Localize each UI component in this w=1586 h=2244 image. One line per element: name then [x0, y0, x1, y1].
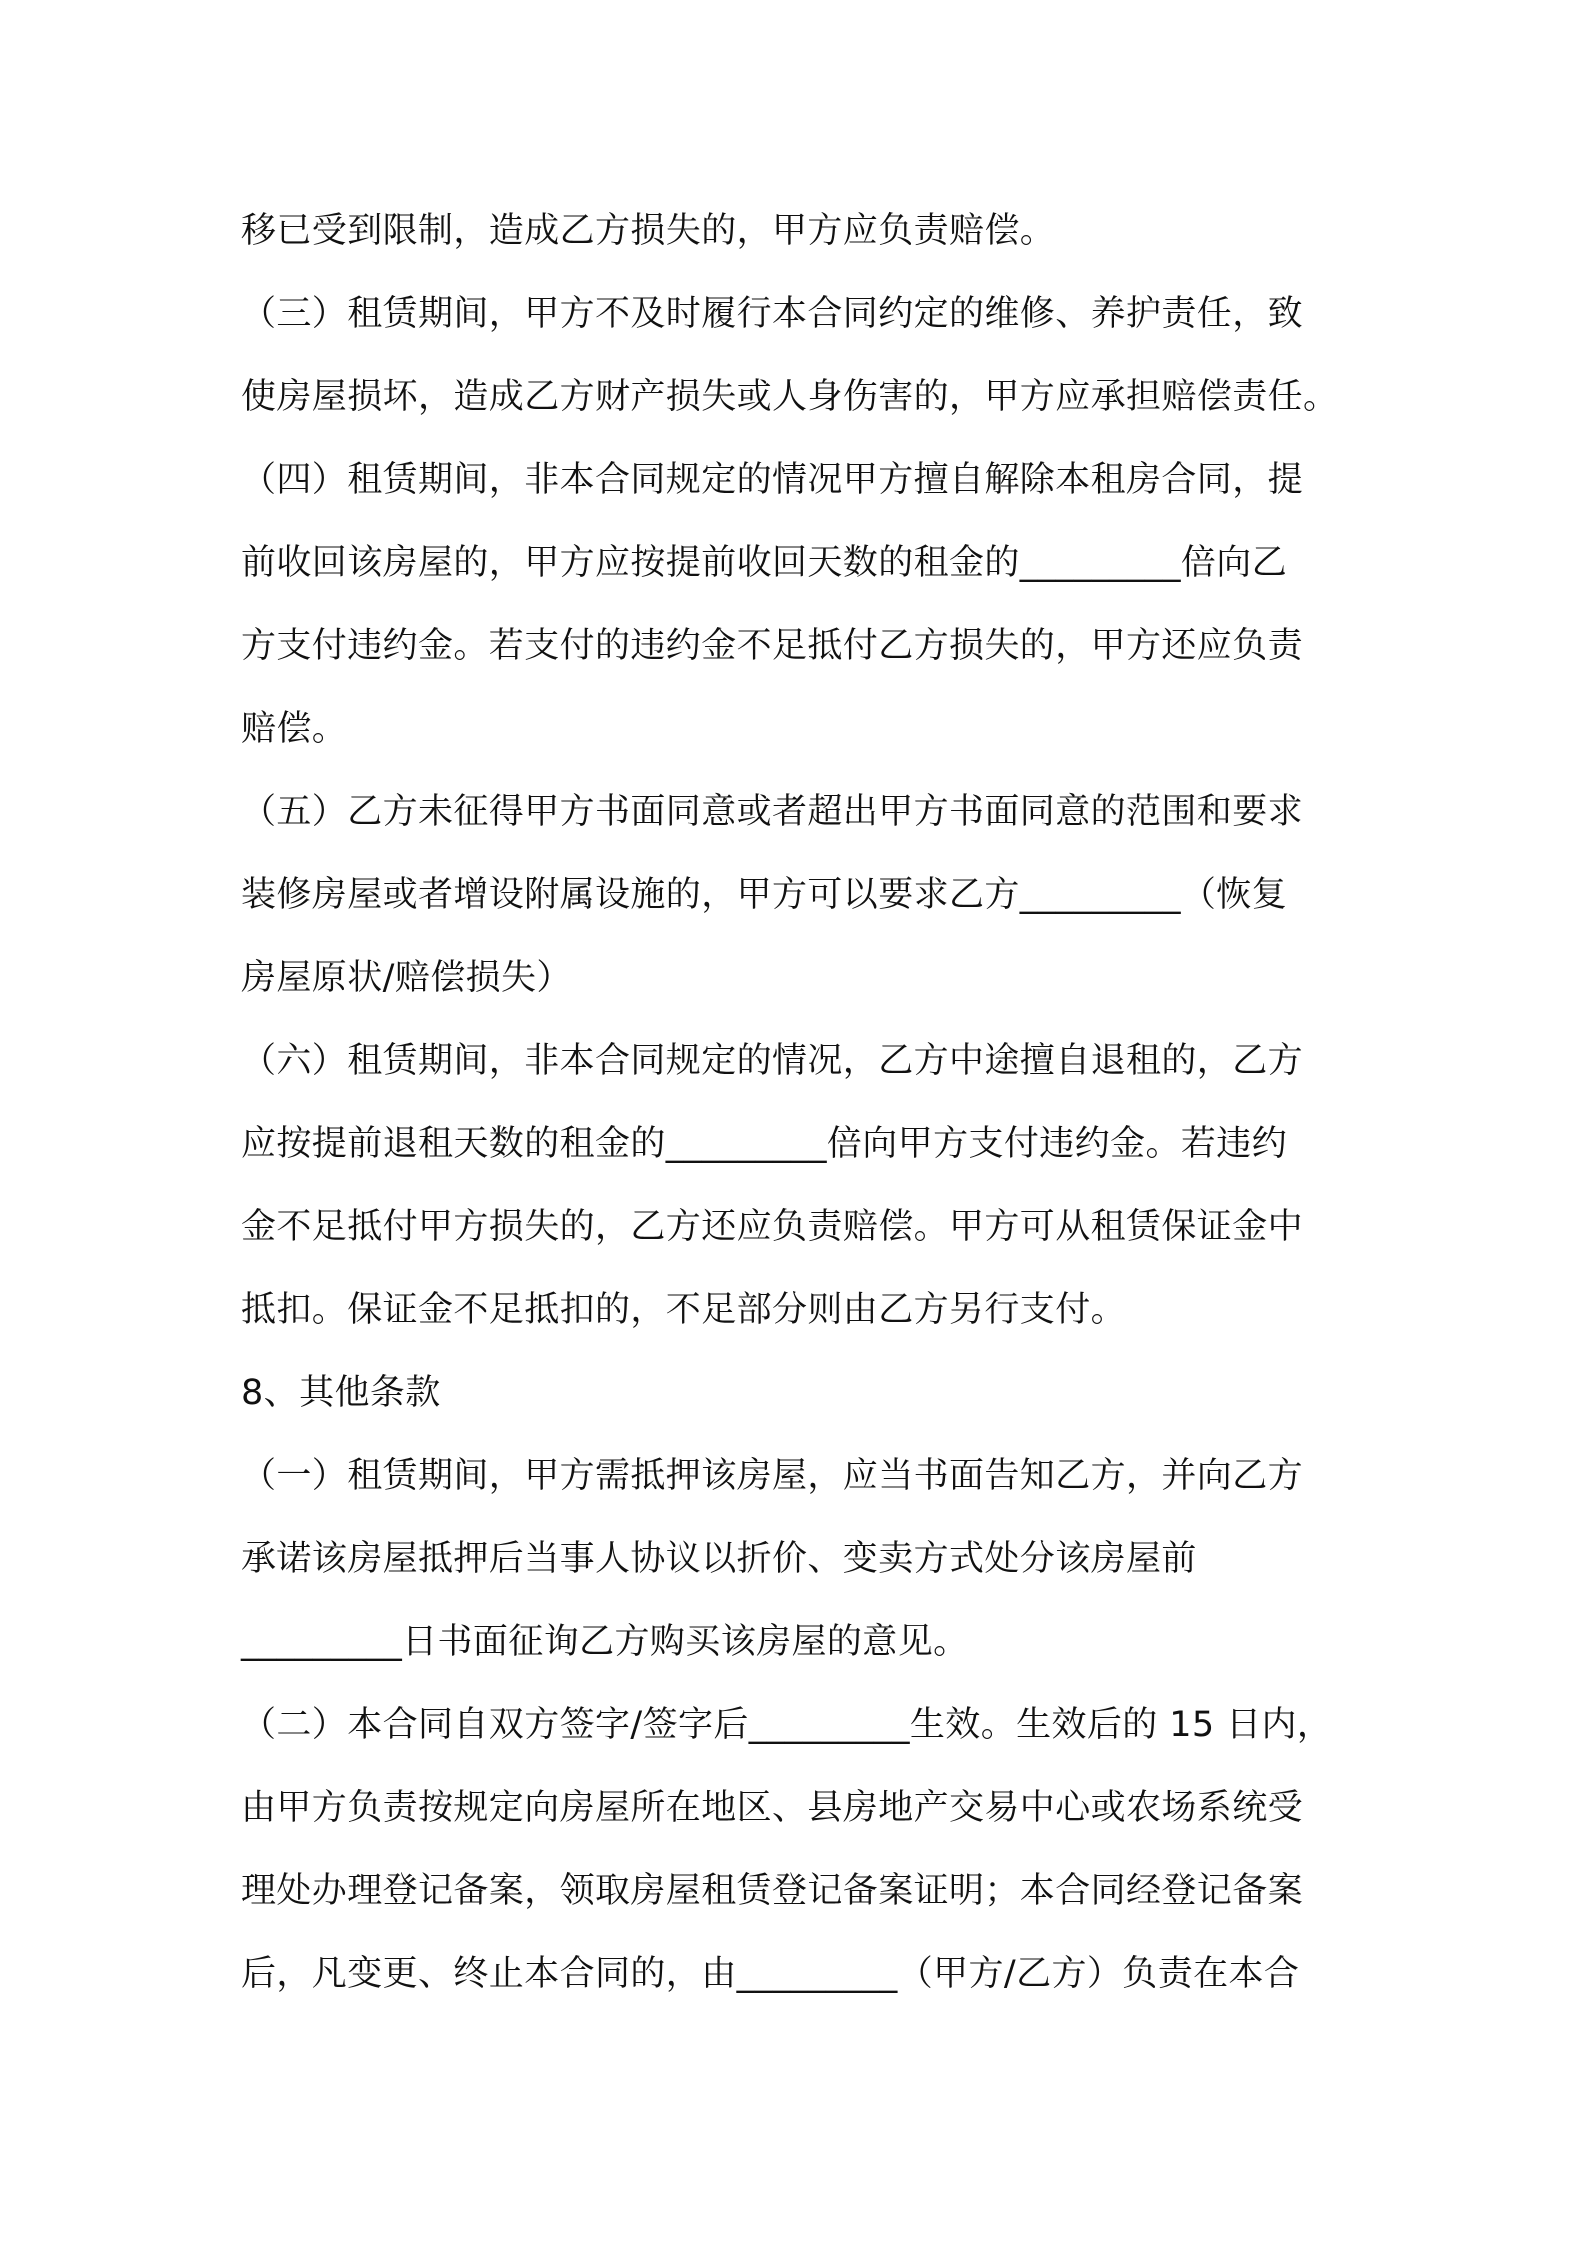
text-line: 赔偿。 [241, 709, 348, 749]
text-line: （四）租赁期间，非本合同规定的情况甲方擅自解除本租房合同，提 [241, 460, 1304, 500]
text-line: 移已受到限制，造成乙方损失的，甲方应负责赔偿。 [241, 211, 1056, 251]
text-line: 房屋原状/赔偿损失） [241, 958, 572, 998]
text-line: （五）乙方未征得甲方书面同意或者超出甲方书面同意的范围和要求 [241, 792, 1304, 832]
text-line: 应按提前退租天数的租金的_________倍向甲方支付违约金。若违约 [241, 1124, 1288, 1164]
section-heading: 8、其他条款 [241, 1373, 441, 1413]
contract-text-block [241, 190, 1361, 2016]
text-line: 使房屋损坏，造成乙方财产损失或人身伤害的，甲方应承担赔偿责任。 [241, 377, 1339, 417]
text-line: （三）租赁期间，甲方不及时履行本合同约定的维修、养护责任，致 [241, 294, 1304, 334]
text-line: 方支付违约金。若支付的违约金不足抵付乙方损失的，甲方还应负责 [241, 626, 1304, 666]
text-line: （六）租赁期间，非本合同规定的情况，乙方中途擅自退租的，乙方 [241, 1041, 1304, 1081]
text-line: _________日书面征询乙方购买该房屋的意见。 [241, 1622, 969, 1662]
text-line: 金不足抵付甲方损失的，乙方还应负责赔偿。甲方可从租赁保证金中 [241, 1207, 1304, 1247]
text-line: （一）租赁期间，甲方需抵押该房屋，应当书面告知乙方，并向乙方 [241, 1456, 1304, 1496]
text-line: 承诺该房屋抵押后当事人协议以折价、变卖方式处分该房屋前 [241, 1539, 1197, 1579]
text-line: （二）本合同自双方签字/签字后_________生效。生效后的 15 日内， [241, 1705, 1333, 1745]
text-line: 装修房屋或者增设附属设施的，甲方可以要求乙方_________（恢复 [241, 875, 1288, 915]
text-line: 抵扣。保证金不足抵扣的，不足部分则由乙方另行支付。 [241, 1290, 1127, 1330]
text-line: 前收回该房屋的，甲方应按提前收回天数的租金的_________倍向乙 [241, 543, 1288, 583]
text-line: 由甲方负责按规定向房屋所在地区、县房地产交易中心或农场系统受 [241, 1788, 1304, 1828]
text-line: 理处办理登记备案，领取房屋租赁登记备案证明；本合同经登记备案 [241, 1871, 1304, 1911]
text-line: 后，凡变更、终止本合同的，由_________（甲方/乙方）负责在本合 [241, 1954, 1300, 1994]
